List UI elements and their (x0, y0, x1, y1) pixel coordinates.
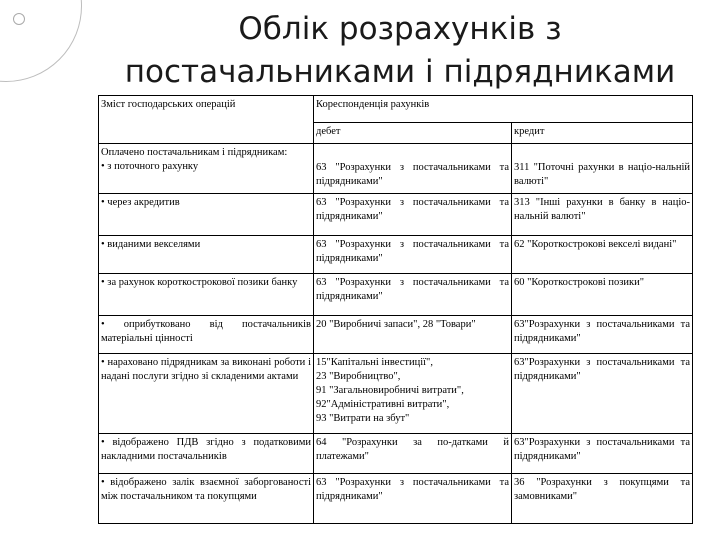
title-line-2: постачальниками і підрядниками (124, 54, 676, 90)
operation-cell: • нараховано підрядникам за виконані роботи і надані послуги згідно зі складеними актами (99, 354, 314, 434)
header-correspondence: Кореспонденція рахунків (314, 96, 693, 123)
debit-cell: 63 "Розрахунки з постачальниками та підрядниками" (314, 274, 512, 316)
table-header-row (99, 96, 693, 123)
operation-cell: • виданими векселями (99, 236, 314, 274)
operation-text: • з поточного рахунку (101, 161, 199, 172)
accounts-table (98, 95, 693, 524)
corner-arc-decoration (0, 0, 82, 82)
credit-cell: 62 "Короткострокові векселі видані" (512, 236, 693, 274)
credit-cell: 63"Розрахунки з постачальниками та підрядниками" (512, 434, 693, 474)
debit-line: 93 "Витрати на збут" (316, 413, 410, 424)
table-row (99, 144, 693, 194)
header-credit: кредит (512, 123, 693, 144)
operation-cell: • через акредитив (99, 194, 314, 236)
debit-cell: 63 "Розрахунки з постачальниками та підрядниками" (314, 474, 512, 524)
credit-cell: 36 "Розрахунки з покупцями та замовниками" (512, 474, 693, 524)
table-row (99, 194, 693, 236)
debit-line: 91 "Загальновиробничі витрати", (316, 385, 464, 396)
debit-cell: 64 "Розрахунки за по-датками й платежами" (314, 434, 512, 474)
debit-cell: 20 "Виробничі запаси", 28 "Товари" (314, 316, 512, 354)
credit-cell: 63"Розрахунки з постачальниками та підрядниками" (512, 316, 693, 354)
credit-cell: 63"Розрахунки з постачальниками та підрядниками" (512, 354, 693, 434)
operation-cell: • відображено ПДВ згідно з податковими накладними постачальників (99, 434, 314, 474)
debit-line: 92"Адміністративні витрати", (316, 399, 450, 410)
operation-cell: • за рахунок короткострокової позики банку (99, 274, 314, 316)
debit-cell: 63 "Розрахунки з постачальниками та підрядниками" (314, 194, 512, 236)
title-line-1: Облік розрахунків з (238, 11, 562, 47)
table-row (99, 474, 693, 524)
table-row (99, 354, 693, 434)
credit-cell: 313 "Інші рахунки в банку в націо-нальній валюті" (512, 194, 693, 236)
table-row (99, 236, 693, 274)
operation-cell: • оприбутковано від постачальників матеріальні цінності (99, 316, 314, 354)
debit-cell (314, 354, 512, 434)
operation-cell: • відображено залік взаємної заборгованості між постачальником та покупцями (99, 474, 314, 524)
debit-line: 23 "Виробництво", (316, 371, 401, 382)
debit-line: 15"Капітальні інвестиції", (316, 357, 433, 368)
debit-cell: 63 "Розрахунки з постачальниками та підрядниками" (314, 236, 512, 274)
header-debit: дебет (314, 123, 512, 144)
credit-cell: 311 "Поточні рахунки в націо-нальній валюті" (512, 144, 693, 194)
credit-cell: 60 "Короткострокові позики" (512, 274, 693, 316)
table-row (99, 274, 693, 316)
table-row (99, 316, 693, 354)
corner-dot-decoration (13, 13, 25, 25)
group-label: Оплачено постачальникам і підрядникам: (101, 147, 288, 158)
operation-cell (99, 144, 314, 194)
debit-cell: 63 "Розрахунки з постачальниками та підрядниками" (314, 144, 512, 194)
table-row (99, 434, 693, 474)
page-title (100, 8, 700, 94)
header-operation: Зміст господарських операцій (99, 96, 314, 144)
